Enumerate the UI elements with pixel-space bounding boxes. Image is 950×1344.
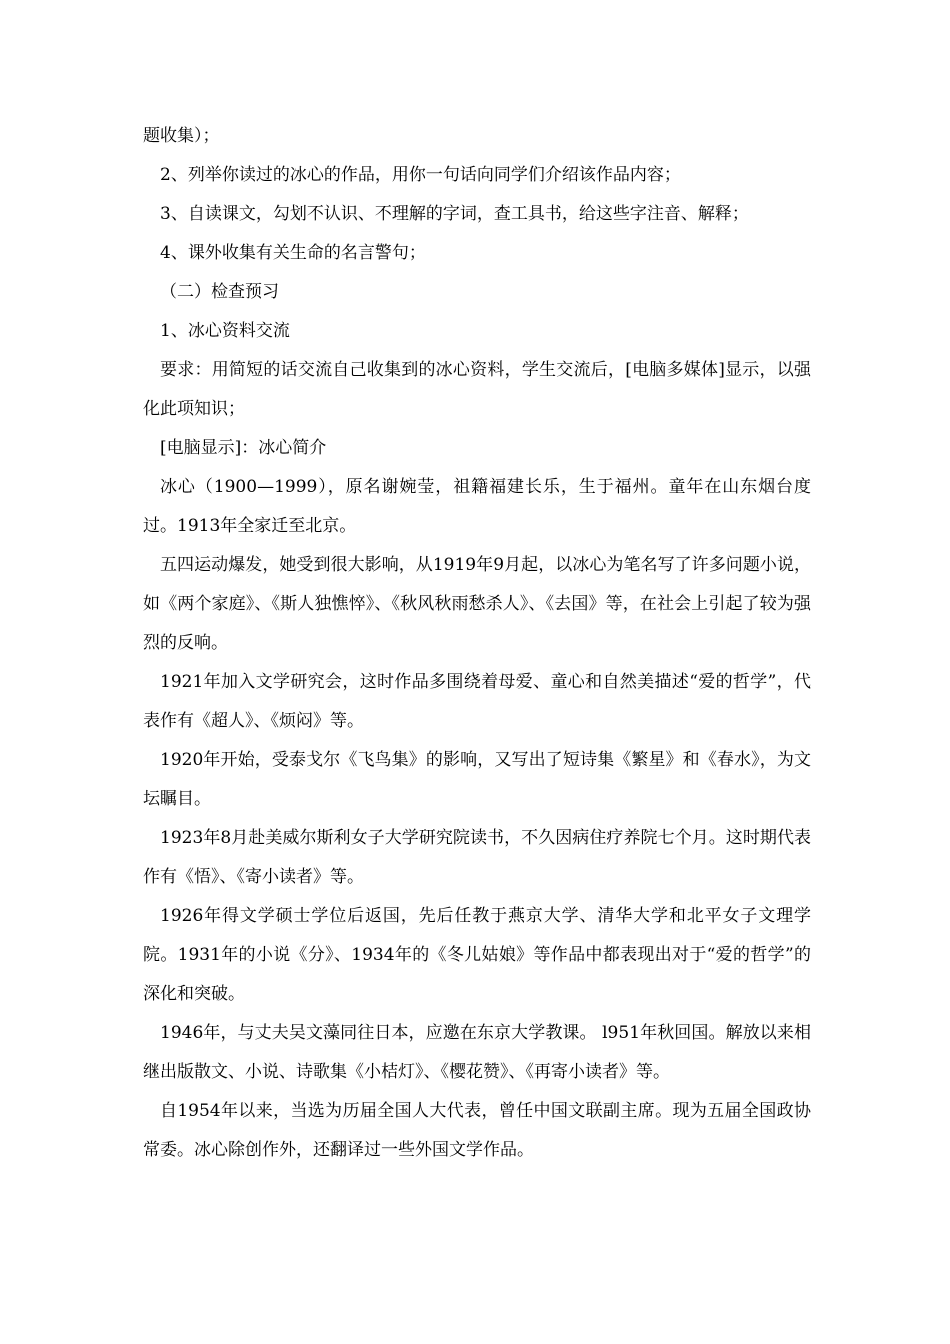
paragraph-bio-intro: 冰心（1900—1999），原名谢婉莹，祖籍福建长乐，生于福州。童年在山东烟台度过。1913年全家迁至北京。 <box>143 477 811 536</box>
paragraph-1920: 1920年开始，受泰戈尔《飞鸟集》的影响，又写出了短诗集《繁星》和《春水》，为文坛瞩目。 <box>143 750 811 809</box>
document-body <box>143 117 811 1170</box>
paragraph-item-4: 4、课外收集有关生命的名言警句； <box>160 243 426 263</box>
paragraph-requirement: 要求：用简短的话交流自己收集到的冰心资料，学生交流后，[电脑多媒体]显示，以强化此项知识； <box>143 360 811 419</box>
paragraph-1921: 1921年加入文学研究会，这时作品多围绕着母爱、童心和自然美描述“爱的哲学”，代表作有《超人》、《烦闷》等。 <box>143 672 811 731</box>
subheading-bingxin-info: 1、冰心资料交流 <box>160 321 290 341</box>
section-heading-check-preview: （二）检查预习 <box>160 282 279 302</box>
paragraph-continued-text: 题收集）； <box>143 126 220 146</box>
paragraph-1926: 1926年得文学硕士学位后返国，先后任教于燕京大学、清华大学和北平女子文理学院。1931年的小说《分》、1934年的《冬儿姑娘》等作品中都表现出对于“爱的哲学”的深化和突破。 <box>143 906 811 1004</box>
paragraph-1946: 1946年，与丈夫吴文藻同往日本，应邀在东京大学教课。 l951年秋回国。解放以来相继出版散文、小说、诗歌集《小桔灯》、《樱花赞》、《再寄小读者》等。 <box>143 1023 811 1082</box>
paragraph-1954: 自1954年以来，当选为历届全国人大代表，曾任中国文联副主席。现为五届全国政协常委。冰心除创作外，还翻译过一些外国文学作品。 <box>143 1101 811 1160</box>
paragraph-item-3: 3、自读课文，勾划不认识、不理解的字词，查工具书，给这些字注音、解释； <box>160 204 749 224</box>
paragraph-1923: 1923年8月赴美威尔斯利女子大学研究院读书，不久因病住疗养院七个月。这时期代表作有《悟》、《寄小读者》等。 <box>143 828 811 887</box>
paragraph-computer-display: [电脑显示]：冰心简介 <box>160 438 327 458</box>
paragraph-may-fourth: 五四运动爆发，她受到很大影响，从1919年9月起，以冰心为笔名写了许多问题小说，如《两个家庭》、《斯人独憔悴》、《秋风秋雨愁杀人》、《去国》等，在社会上引起了较为强烈的反响。 <box>143 555 811 653</box>
paragraph-item-2: 2、列举你读过的冰心的作品，用你一句话向同学们介绍该作品内容； <box>160 165 681 185</box>
